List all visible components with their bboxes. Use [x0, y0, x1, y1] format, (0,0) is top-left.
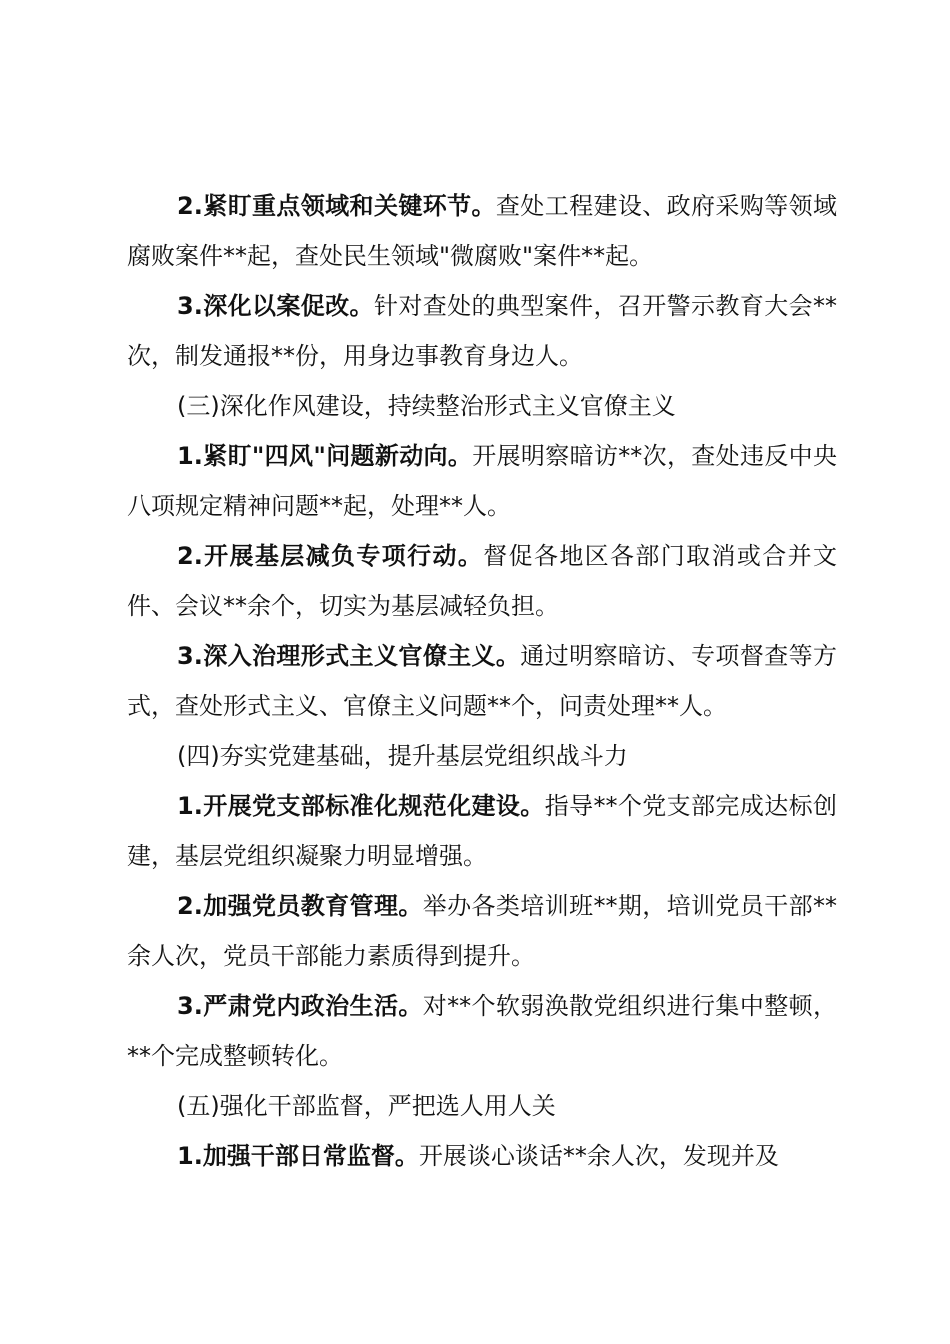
- paragraph-lead: 1.开展党支部标准化规范化建设。: [177, 792, 545, 820]
- paragraph-formalism: [127, 631, 837, 731]
- paragraph-four-winds: [127, 431, 837, 531]
- paragraph-lead: 2.加强党员教育管理。: [177, 892, 423, 920]
- paragraph-text: 开展谈心谈话**余人次，发现并及: [418, 1142, 779, 1170]
- paragraph-lead: 3.严肃党内政治生活。: [177, 992, 423, 1020]
- paragraph-text: 开展明察暗访**次，查处违反中央八项规定精神问题**起，处理**人。: [127, 442, 838, 520]
- paragraph-political-life: [127, 981, 837, 1081]
- paragraph-lead: 2.开展基层减负专项行动。: [177, 542, 484, 570]
- paragraph-lead: 2.紧盯重点领域和关键环节。: [177, 192, 496, 220]
- section-heading-5: (五)强化干部监督，严把选人用人关: [177, 1092, 556, 1120]
- paragraph-burden-reduction: [127, 531, 837, 631]
- paragraph-text: 通过明察暗访、专项督查等方式，查处形式主义、官僚主义问题**个，问责处理**人。: [127, 642, 837, 720]
- paragraph-lead: 3.深化以案促改。: [177, 292, 374, 320]
- paragraph-member-education: [127, 881, 837, 981]
- document-body: [127, 181, 837, 1181]
- paragraph-text: 针对查处的典型案件，召开警示教育大会**次，制发通报**份，用身边事教育身边人。: [127, 292, 837, 370]
- paragraph-lead: 1.紧盯"四风"问题新动向。: [177, 442, 473, 470]
- section-heading-3: (三)深化作风建设，持续整治形式主义官僚主义: [177, 392, 676, 420]
- paragraph-text: 指导**个党支部完成达标创建，基层党组织凝聚力明显增强。: [127, 792, 837, 870]
- paragraph-cadre-supervision: [127, 1131, 837, 1181]
- paragraph-lead: 3.深入治理形式主义官僚主义。: [177, 642, 521, 670]
- paragraph-case-reform: [127, 281, 837, 381]
- paragraph-text: 举办各类培训班**期，培训党员干部**余人次，党员干部能力素质得到提升。: [127, 892, 837, 970]
- paragraph-text: 督促各地区各部门取消或合并文件、会议**余个，切实为基层减轻负担。: [127, 542, 837, 620]
- section-heading-4: (四)夯实党建基础，提升基层党组织战斗力: [177, 742, 628, 770]
- paragraph-key-areas: [127, 181, 837, 281]
- paragraph-branch-standardization: [127, 781, 837, 881]
- paragraph-text: 对**个软弱涣散党组织进行集中整顿，**个完成整顿转化。: [127, 992, 837, 1070]
- paragraph-lead: 1.加强干部日常监督。: [177, 1142, 419, 1170]
- paragraph-text: 查处工程建设、政府采购等领域腐败案件**起，查处民生领域"微腐败"案件**起。: [127, 192, 837, 270]
